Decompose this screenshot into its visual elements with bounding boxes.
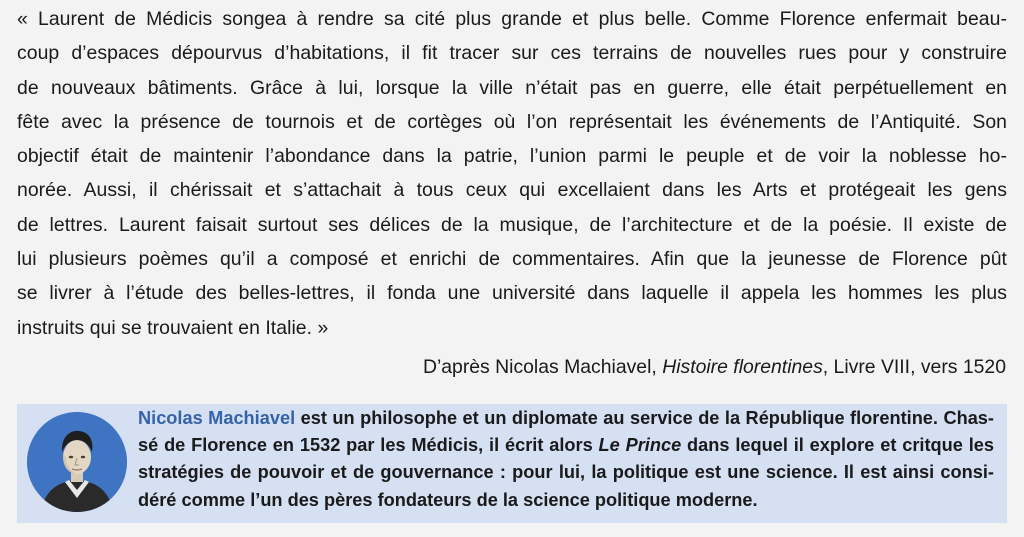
biography-line: déré comme l’un des pères fondateurs de la science politique moderne. [138, 489, 758, 510]
quote-line: instruits qui se trouvaient en Italie. » [17, 316, 329, 339]
biography-text [138, 405, 994, 514]
source-title: Histoire florentines [662, 356, 823, 378]
quote-line: objectif était de maintenir l’abondance dans la patrie, l’union parmi le peuple et de voir la noblesse ho- [17, 145, 1007, 168]
bio-book-title: Le Prince [598, 435, 682, 456]
quote-source [423, 352, 1006, 382]
quote-line: se livrer à l’étude des belles-lettres, il fonda une université dans laquelle il appela les hommes les plus [17, 282, 1007, 305]
quote-line: lui plusieurs poèmes qu’il a composé et enrichi de commentaires. Afin que la jeunesse de Florence pût [17, 248, 1007, 271]
historical-quote [17, 2, 1007, 345]
quote-line: coup d’espaces dépourvus d’habitations, il fit tracer sur ces terrains de nouvelles rues pour y construire [17, 42, 1007, 65]
bio-person-name: Nicolas Machiavel [138, 408, 296, 428]
source-suffix: , Livre VIII, vers 1520 [822, 356, 1006, 378]
biography-line [138, 405, 994, 432]
source-prefix: D’après Nicolas Machiavel, [422, 356, 663, 378]
quote-line: norée. Aussi, il chérissait et s’attachait à tous ceux qui excellaient dans les Arts et protégeait les gens [17, 179, 1007, 202]
biography-box [17, 404, 1007, 523]
portrait-machiavelli-icon [27, 412, 127, 512]
bio-line2-before: sé de Florence en 1532 par les Médicis, il écrit alors [138, 435, 599, 456]
quote-line: fête avec la présence de tournois et de cortèges où l’on représentait les événements de l’Antiquité. Son [17, 110, 1007, 133]
biography-line [138, 432, 994, 459]
bio-line1-rest: est un philosophe et un diplomate au service de la République florentine. Chas- [295, 408, 994, 428]
bio-line2-after: dans lequel il explore et critque les [681, 435, 994, 456]
quote-line: « Laurent de Médicis songea à rendre sa cité plus grande et plus belle. Comme Florence enfermait beau- [17, 8, 1007, 30]
biography-line: stratégies de pouvoir et de gouvernance : pour lui, la politique est une science. Il est ainsi consi- [138, 462, 994, 483]
quote-line: de nouveaux bâtiments. Grâce à lui, lorsque la ville n’était pas en guerre, elle était perpétuellement en [17, 76, 1007, 99]
quote-line: de lettres. Laurent faisait surtout ses délices de la musique, de l’architecture et de la poésie. Il existe de [17, 213, 1007, 236]
